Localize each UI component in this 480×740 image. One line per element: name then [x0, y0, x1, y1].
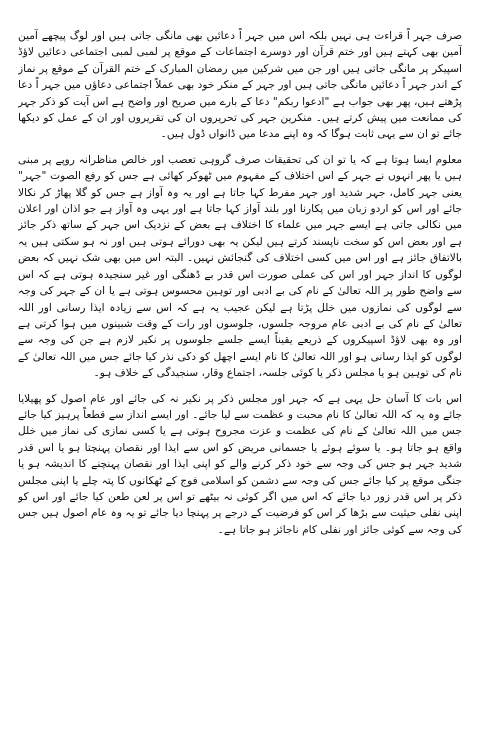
- paragraph-2: معلوم ایسا ہوتا ہے کہ یا تو ان کی تحقیقات صرف گروہی تعصب اور خالص مناظرانہ روپے پر مبنی ہیں یا پھر انہوں نے جہر کے اس اختلاف کے مفہوم میں ٹھوکر کھائی ہے جس کو رفع الصوت "جہر" یعنی جہر کامل، جہر شدید اور جہر مفرط کہا جاتا ہے اور یہ وہ آواز ہے جس کو گلا پھاڑ کر نکالا جائے اور اس کو اردو زبان میں پکارنا اور بلند آواز کہا جاتا ہے اور یہی وہ آواز ہے جو اذان اور اعلان میں نکالی جاتی ہے ایسے جہر میں علماء کا اختلاف ہے بعض کے نزدیک اس جہر کے ساتھ ذکر جائز ہے اور بعض اس کو سخت ناپسند کرتے ہیں لیکن یہ بھی دورائے ہوتی ہیں اور نہ ہو سکتی ہیں یہ بالاتفاق جائز ہے اور اس میں کسی اختلاف کی گنجائش نہیں۔ البتہ اس میں بھی شک نہیں کہ بعض لوگوں کا انداز جہر اور اس کی عملی صورت اس قدر بے ڈھنگی اور غیر سنجیدہ ہوتی ہے کہ اس سے واضح طور پر اللہ تعالیٰ کے نام کی بے ادبی اور توہین محسوس ہوتی ہے یا ان کے جہر کی وجہ سے لوگوں کی نمازوں میں خلل پڑتا ہے لیکن عجیب یہ ہے کہ اس سے زیادہ ایذا رسانی اور اللہ تعالیٰ کے نام کی بے ادبی عام مروجہ جلسوں، جلوسوں اور رات کے وقت شبینوں میں ہوا کرتی ہے اور وہ بھی لاؤڈ اسپیکروں کے ذریعے یقیناً ایسے جلسے جلوسوں پر نکیر لازم ہے جن کی وجہ سے لوگوں کو ایذا رسانی ہو اور اللہ تعالیٰ کا نام ایسے اچھل کو دکی نذر کیا جائے جس میں اللہ تعالیٰ کے نام کی توہین ہو یا مجلس ذکر یا کوئی جلسہ، اجتماع وقار، سنجیدگی کے خلاف ہو۔: [18, 153, 462, 380]
- paragraph-1: صرف جہر اً قراءت ہی نہیں بلکہ اس میں جہر اً دعائیں بھی مانگی جاتی ہیں اور لوگ پیچھے آمین آمین بھی کہتے ہیں اور ختم قرآن اور دوسرے اجتماعات کے موقع پر لمبی لمبی اجتماعی دعائیں لاؤڈ اسپیکر پر مانگی جاتی ہیں اور جن میں شرکین میں رمضان المبارک کے ختم القرآن کے موقع پر نماز کے اندر جہر اً دعائیں مانگی جاتی ہیں اور جہر کے منکر خود بھی عملاً اجتماعی دعاؤں میں جہر اً دعا پڑھتے ہیں، پھر بھی جواب ہے "ادعوا ربکم" دعا کے بارے میں صریح اور واضح ہے اس آیت کو ذکر جہر کی ممانعت میں پیش کرتے ہیں۔ منکرین جہر کی تحریروں ان کی تقریروں اور ان کے عمل کو دیکھا جائے تو ان سے یہی ثابت ہوگا کہ وہ اپنے مدعا میں ڈانواں ڈول ہیں۔: [18, 30, 462, 141]
- paragraph-3: اس بات کا آسان حل یہی ہے کہ جہر اور مجلس ذکر پر نکیر نہ کی جائے اور عام اصول کو پھیلایا جائے وہ یہ کہ اللہ تعالیٰ کا نام محبت و عظمت سے لیا جائے۔ اور ایسے انداز سے قطعاً پرہیز کیا جائے جس میں اللہ تعالیٰ کے نام کی عظمت و عزت مجروح ہوتی ہے یا کسی نمازی کی نماز میں خلل واقع ہو جاتا ہو۔ یا سوئے ہوئے یا جسمانی مریض کو اس سے ایذا اور نقصان پہنچتا ہو یا اس قدر شدید جہر ہو جس کی وجہ سے خود ذکر کرنے والے کو اپنی ایذا اور نقصان پہنچنے کا اندیشہ ہو یا جنگی موقع پر کیا جائے جس کی وجہ سے دشمن کو اسلامی فوج کے ٹھکانوں کا پتہ چلے یا اپنی مجلس ذکر پر اس قدر زور دیا جائے کہ اس میں اگر کوئی نہ بیٹھے تو اس پر لعن طعن کیا جائے اور اس کو اپنی نفلی حیثیت سے بڑھا کر اس کو فرضیت کے درجے پر پہنچا دیا جائے تو یہ وہ عام اصول ہیں جس کی وجہ سے کوئی جائز اور نفلی کام ناجائز ہو جاتا ہے۔: [18, 392, 462, 536]
- document-page: [18, 28, 462, 718]
